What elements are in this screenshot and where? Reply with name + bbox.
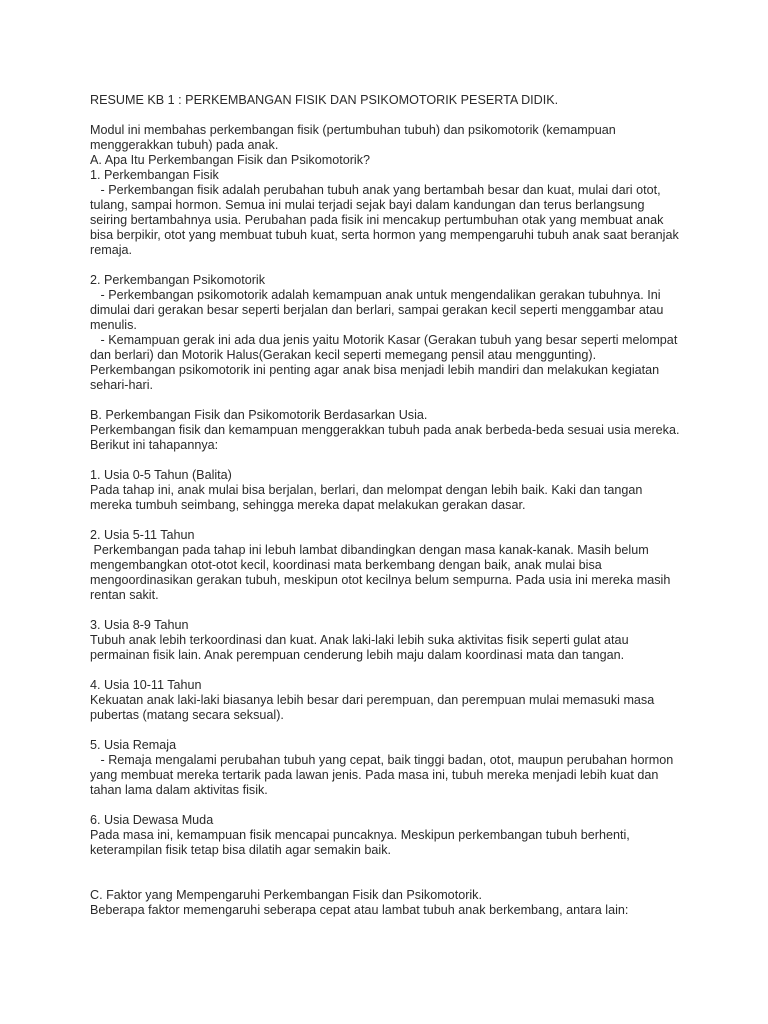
text-line: - Remaja mengalami perubahan tubuh yang cepat, baik tinggi badan, otot, maupun perubahan hormon <box>90 753 674 767</box>
text-line: 2. Usia 5-11 Tahun <box>90 528 195 542</box>
blank-line <box>90 258 690 273</box>
text-line: sehari-hari. <box>90 378 153 392</box>
text-line: C. Faktor yang Mempengaruhi Perkembangan Fisik dan Psikomotorik. <box>90 888 482 902</box>
text-line: bisa berpikir, otot yang membuat tubuh kuat, serta hormon yang mempengaruhi tubuh anak saat beranjak <box>90 228 679 242</box>
blank-line <box>90 663 690 678</box>
blank-line <box>90 453 690 468</box>
text-line: Beberapa faktor memengaruhi seberapa cepat atau lambat tubuh anak berkembang, antara lain: <box>90 903 629 917</box>
document-page <box>90 93 690 918</box>
text-line: - Perkembangan psikomotorik adalah kemampuan anak untuk mengendalikan gerakan tubuhnya. Ini <box>90 288 661 302</box>
text-line: remaja. <box>90 243 132 257</box>
text-line: Perkembangan psikomotorik ini penting agar anak bisa menjadi lebih mandiri dan melakukan kegiatan <box>90 363 660 377</box>
text-line: menulis. <box>90 318 137 332</box>
text-line: rentan sakit. <box>90 588 159 602</box>
text-line: Perkembangan pada tahap ini lebuh lambat dibandingkan dengan masa kanak-kanak. Masih belum <box>90 543 649 557</box>
text-line: pubertas (matang secara seksual). <box>90 708 284 722</box>
blank-line <box>90 603 690 618</box>
text-line: Kekuatan anak laki-laki biasanya lebih besar dari perempuan, dan perempuan mulai memasuki masa <box>90 693 655 707</box>
text-line: Perkembangan fisik dan kemampuan menggerakkan tubuh pada anak berbeda-beda sesuai usia mereka. <box>90 423 680 437</box>
text-line: permainan fisik lain. Anak perempuan cenderung lebih maju dalam koordinasi mata dan tangan. <box>90 648 625 662</box>
text-line: - Kemampuan gerak ini ada dua jenis yaitu Motorik Kasar (Gerakan tubuh yang besar seperti melompat <box>90 333 678 347</box>
text-line: Modul ini membahas perkembangan fisik (pertumbuhan tubuh) dan psikomotorik (kemampuan <box>90 123 616 137</box>
text-line: keterampilan fisik tetap bisa dilatih agar semakin baik. <box>90 843 392 857</box>
text-line: - Perkembangan fisik adalah perubahan tubuh anak yang bertambah besar dan kuat, mulai dari otot, <box>90 183 661 197</box>
text-line: 1. Perkembangan Fisik <box>90 168 219 182</box>
text-line: dimulai dari gerakan besar seperti berjalan dan berlari, sampai gerakan kecil seperti menggambar atau <box>90 303 664 317</box>
text-line: mereka tumbuh seimbang, sehingga mereka dapat melakukan gerakan dasar. <box>90 498 526 512</box>
text-line: 6. Usia Dewasa Muda <box>90 813 214 827</box>
text-line: menggerakkan tubuh) pada anak. <box>90 138 279 152</box>
blank-line <box>90 723 690 738</box>
text-line: dan berlari) dan Motorik Halus(Gerakan kecil seperti memegang pensil atau menggunting). <box>90 348 597 362</box>
text-line: seiring bertambahnya usia. Perubahan pada fisik ini mencakup pertumbuhan otak yang membuat anak <box>90 213 664 227</box>
text-line: A. Apa Itu Perkembangan Fisik dan Psikomotorik? <box>90 153 371 167</box>
text-line: mengoordinasikan gerakan tubuh, meskipun otot kecilnya belum sempurna. Pada usia ini mereka masih <box>90 573 671 587</box>
text-line: mengembangkan otot-otot kecil, koordinasi mata berkembang dengan baik, anak mulai bisa <box>90 558 602 572</box>
blank-line <box>90 798 690 813</box>
text-line: tulang, sampai hormon. Semua ini mulai terjadi sejak bayi dalam kandungan dan terus berlangsung <box>90 198 645 212</box>
text-line: Berikut ini tahapannya: <box>90 438 219 452</box>
text-line: 1. Usia 0-5 Tahun (Balita) <box>90 468 232 482</box>
blank-line <box>90 513 690 528</box>
text-line: 5. Usia Remaja <box>90 738 177 752</box>
text-line: 4. Usia 10-11 Tahun <box>90 678 202 692</box>
blank-line <box>90 108 690 123</box>
blank-line <box>90 393 690 408</box>
text-line: tahan lama dalam aktivitas fisik. <box>90 783 268 797</box>
blank-line <box>90 873 690 888</box>
document-title: RESUME KB 1 : PERKEMBANGAN FISIK DAN PSIKOMOTORIK PESERTA DIDIK. <box>90 93 559 107</box>
text-line: yang membuat mereka tertarik pada lawan jenis. Pada masa ini, tubuh mereka menjadi lebih kuat dan <box>90 768 659 782</box>
text-line: Pada tahap ini, anak mulai bisa berjalan, berlari, dan melompat dengan lebih baik. Kaki dan tangan <box>90 483 643 497</box>
text-line: 2. Perkembangan Psikomotorik <box>90 273 265 287</box>
blank-line <box>90 858 690 873</box>
text-line: B. Perkembangan Fisik dan Psikomotorik Berdasarkan Usia. <box>90 408 428 422</box>
text-line: Pada masa ini, kemampuan fisik mencapai puncaknya. Meskipun perkembangan tubuh berhenti, <box>90 828 630 842</box>
text-line: Tubuh anak lebih terkoordinasi dan kuat. Anak laki-laki lebih suka aktivitas fisik seperti gulat atau <box>90 633 629 647</box>
text-line: 3. Usia 8-9 Tahun <box>90 618 189 632</box>
